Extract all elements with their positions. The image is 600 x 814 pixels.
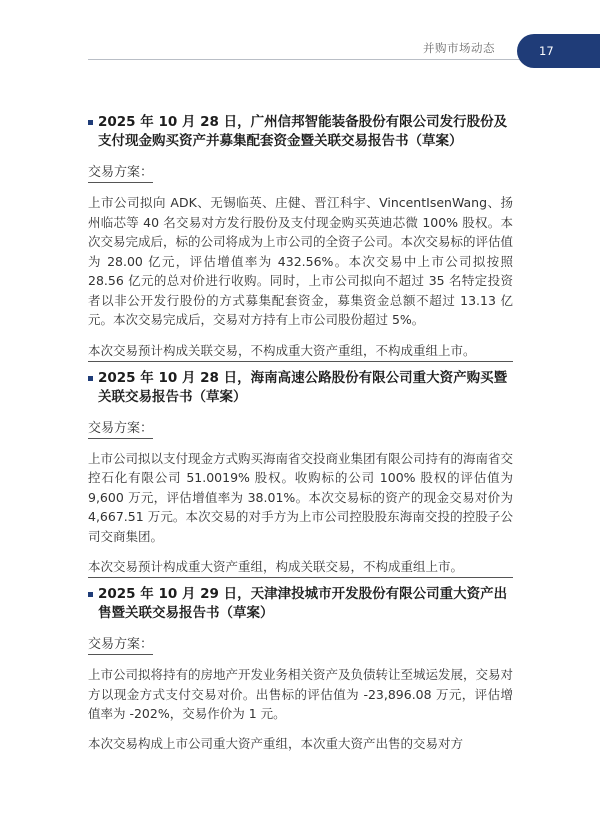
page-number-tab	[517, 34, 600, 68]
transaction-description: 上市公司拟将持有的房地产开发业务相关资产及负债转让至城运发展，交易对方以现金方式支付交易对价。出售标的评估值为 -23,896.08 万元，评估增值率为 -202%，交易作价为 1 元。	[88, 667, 514, 721]
bullet-square-icon	[88, 120, 93, 125]
document-body	[88, 113, 513, 753]
header-rule	[88, 59, 521, 60]
bullet-square-icon	[88, 592, 93, 597]
transaction-plan-label: 交易方案：	[88, 164, 153, 183]
section-3	[88, 585, 513, 753]
page-number: 17	[539, 44, 554, 58]
transaction-conclusion: 本次交易预计构成关联交易，不构成重大资产重组，不构成重组上市。	[88, 341, 513, 362]
section-2	[88, 369, 513, 579]
transaction-conclusion-partial: 本次交易构成上市公司重大资产重组，本次重大资产出售的交易对方	[88, 735, 464, 751]
running-header-title: 并购市场动态	[423, 41, 495, 55]
section-title	[88, 369, 513, 407]
bullet-square-icon	[88, 376, 93, 381]
section-1	[88, 113, 513, 362]
section-title-text: 2025 年 10 月 29 日，天津津投城市开发股份有限公司重大资产出售暨关联交易报告书（草案）	[98, 586, 508, 621]
transaction-plan-label: 交易方案：	[88, 636, 153, 655]
section-title	[88, 113, 513, 151]
section-title-text: 2025 年 10 月 28 日，海南高速公路股份有限公司重大资产购买暨关联交易报告书（草案）	[98, 369, 508, 405]
transaction-description: 上市公司拟向 ADK、无锡临英、庄健、晋江科宇、VincentIsenWang、扬州临芯等 40 名交易对方发行股份及支付现金购买英迪芯微 100% 股权。本次交易完成后，标的公司将成为上市公司的全资子公司。本次交易标的评估值为 28.00 亿元，评估增值率为 432.56%。本次交易中上市公司拟按照 28.56 亿元的总对价进行收购。同时，上市公司拟向不超过 35 名特定投资者以非公开发行股份的方式募集配套资金，募集资金总额不超过 13.13 亿元。本次交易完成后，交易对方持有上市公司股份超过 5%。	[88, 195, 514, 327]
transaction-description: 上市公司拟以支付现金方式购买海南省交投商业集团有限公司持有的海南省交控石化有限公司 51.0019% 股权。收购标的公司 100% 股权的评估值为 9,600 万元，评估增值率为 38.01%。本次交易标的资产的现金交易对价为 4,667.51 万元。本次交易的对手方为上市公司控股股东海南交投的控股子公司交商集团。	[88, 450, 514, 544]
section-title	[88, 585, 513, 623]
section-title-text: 2025 年 10 月 28 日，广州信邦智能装备股份有限公司发行股份及支付现金购买资产并募集配套资金暨关联交易报告书（草案）	[98, 114, 508, 149]
transaction-conclusion: 本次交易预计构成重大资产重组，构成关联交易，不构成重组上市。	[88, 557, 513, 578]
transaction-plan-label: 交易方案：	[88, 420, 153, 439]
